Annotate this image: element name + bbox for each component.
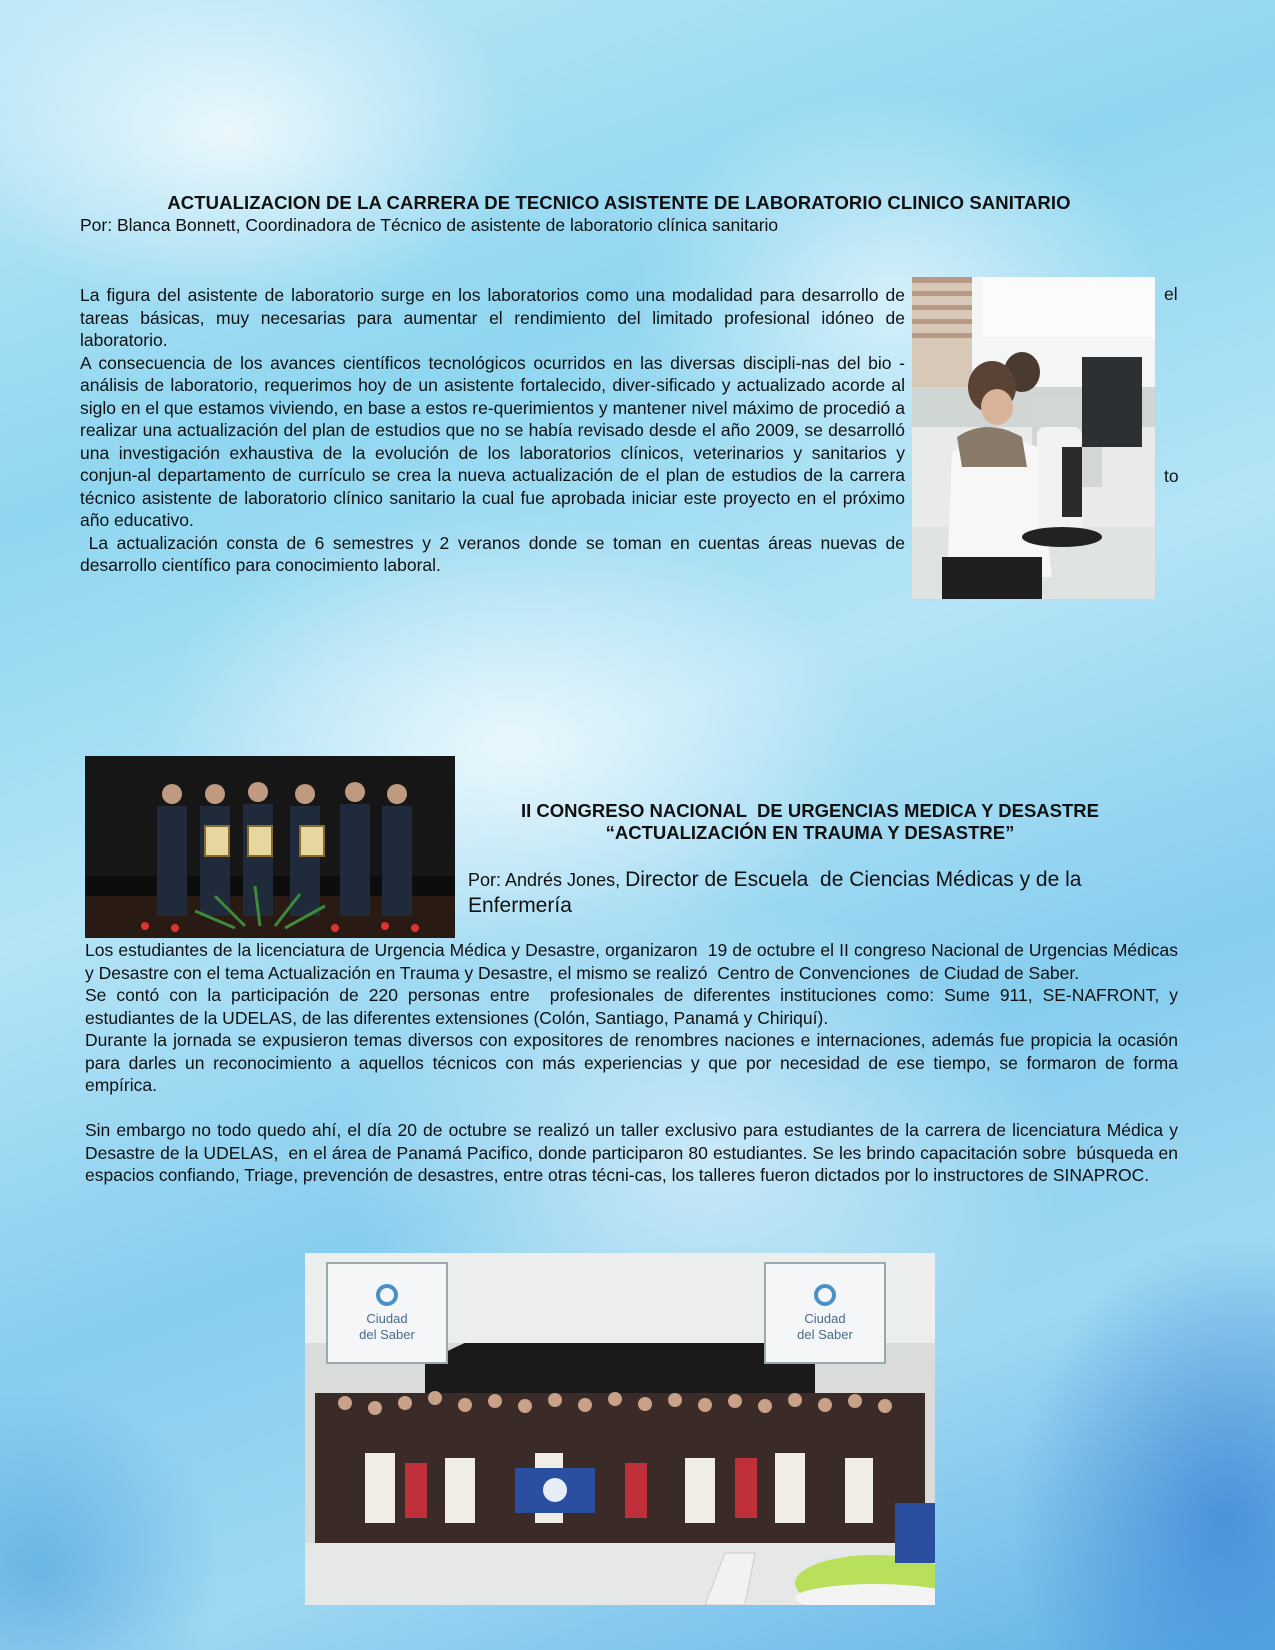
article2-paragraph-4: Sin embargo no todo quedo ahí, el día 20 de octubre se realizó un taller exclusivo para estudiantes de la carrera de licenciatura Médica y Desastre de la UDELAS, en el área de Panamá Pacifico, donde participaron 80 estudiantes. Se les brindo capacitación sobre búsqueda en espacios confiando, Triage, prevención de desastres, entre otras técni-cas, los talleres fueron dictados por lo instructores de SINAPROC. — [85, 1120, 1183, 1185]
article2-body — [85, 939, 1183, 1187]
lab-photo — [912, 277, 1155, 599]
article1-title: ACTUALIZACION DE LA CARRERA DE TECNICO ASISTENTE DE LABORATORIO CLINICO SANITARIO — [167, 192, 1071, 213]
article2-paragraph-2: Se contó con la participación de 220 personas entre profesionales de diferentes instituciones como: Sume 911, SE-NAFRONT, y estudiantes de la UDELAS, de las diferentes extensiones (Colón, Santiago, Panamá y Chiriquí). — [85, 985, 1183, 1028]
screen-logo-text: Ciudad — [804, 1311, 846, 1326]
article1-paragraph-3: La actualización consta de 6 semestres y 2 veranos donde se toman en cuentas áreas nuevas de desarrollo científico para conocimiento laboral. — [80, 532, 910, 575]
screen-logo-text: Ciudad — [366, 1311, 408, 1326]
article2-title-line1: II CONGRESO NACIONAL DE URGENCIAS MEDICA Y DESASTRE — [520, 800, 1100, 821]
award-ceremony-photo — [85, 756, 455, 938]
article2-title — [470, 800, 1150, 844]
article2-byline-role: Director de Escuela de Ciencias Médicas y de la Enfermería — [468, 868, 1088, 917]
group-photo — [305, 1253, 935, 1605]
article1-byline: Por: Blanca Bonnett, Coordinadora de Técnico de asistente de laboratorio clínica sanitario — [80, 215, 779, 235]
article1-paragraph-1: La figura del asistente de laboratorio surge en los laboratorios como una modalidad para desarrollo de tareas básicas, muy necesarias para aumentar el rendimiento del limitado profesional idóneo de laboratorio. — [80, 285, 905, 350]
article2-title-line2: “ACTUALIZACIÓN EN TRAUMA Y DESASTRE” — [605, 822, 1015, 843]
screen-logo-text: del Saber — [797, 1327, 853, 1342]
article2-paragraph-1: Los estudiantes de la licenciatura de Urgencia Médica y Desastre, organizaron 19 de octubre el II congreso Nacional de Urgencias Médicas y Desastre con el tema Actualización en Trauma y Desastre, el mismo se realizó Centro de Convenciones de Ciudad de Saber. — [85, 940, 1183, 983]
article1-overflow-word: el — [1164, 284, 1178, 304]
article1-overflow-word: to — [1164, 466, 1179, 486]
article2-paragraph-3: Durante la jornada se expusieron temas diversos con expositores de renombres naciones e internaciones, además fue propicia la ocasión para darles un reconocimiento a aquellos técnicos con más experiencias y que por necesidad de ese tiempo, se formaron de forma empírica. — [85, 1030, 1178, 1095]
article2-byline-prefix: Por: Andrés Jones, — [468, 870, 626, 890]
article2-byline — [468, 867, 1168, 919]
screen-logo-text: del Saber — [359, 1327, 415, 1342]
article1-paragraph-2: A consecuencia de los avances científicos tecnológicos ocurridos en las diversas discipli-nas del bio - análisis de laboratorio, requerimos hoy de un asistente fortalecido, diver-sificado y actualizado acorde al siglo en el que estamos viviendo, en base a estos re-querimientos y mantener nivel máximo de procedió a realizar una actualización del plan de estudios que no se había revisado desde el año 2009, se desarrolló una investigación exhaustiva de la evolución de los laboratorios clínicos, veterinarios y sanitarios y conjun-al departamento de currículo se crea la nueva actualización de el plan de estudios de la carrera técnico asistente de laboratorio clínico sanitario la cual fue aprobada iniciar este proyecto en el próximo año educativo. — [80, 352, 905, 530]
article1-body — [80, 284, 910, 577]
